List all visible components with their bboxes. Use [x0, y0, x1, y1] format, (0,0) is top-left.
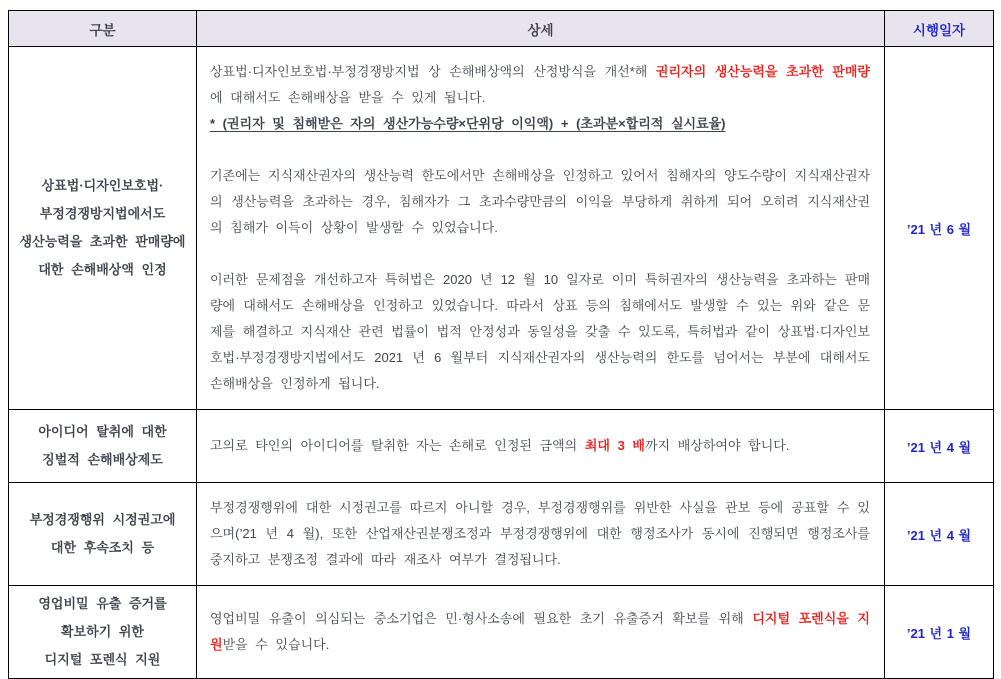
detail-paragraph [210, 606, 870, 658]
category-line: 영업비밀 유출 증거를 [38, 596, 167, 611]
table-row [9, 586, 994, 679]
highlight-red-text: 최대 3 배 [584, 438, 645, 453]
formula-line [210, 111, 870, 137]
law-changes-table [8, 10, 994, 679]
category-line: 대한 후속조치 등 [50, 540, 155, 555]
category-cell [9, 483, 197, 586]
detail-paragraph [210, 433, 870, 459]
category-cell [9, 586, 197, 679]
table-header [9, 11, 994, 47]
category-line: 부정경쟁행위 시정권고에 [29, 512, 176, 527]
category-line: 상표법·디자인보호법· [41, 178, 164, 193]
text-segment: 까지 배상하여야 합니다. [645, 438, 790, 453]
category-line: 아이디어 탈취에 대한 [38, 424, 167, 439]
table-row [9, 483, 994, 586]
detail-paragraph [210, 267, 870, 397]
highlight-red-text: 디지털 포렌식을 지원 [210, 611, 870, 652]
category-line: 대한 손해배상액 인정 [38, 262, 167, 277]
text-segment: 받을 수 있습니다. [222, 637, 330, 652]
category-cell [9, 47, 197, 410]
category-line: 생산능력을 초과한 판매량에 [19, 234, 186, 249]
detail-paragraph [210, 495, 870, 573]
table-row [9, 47, 994, 410]
col-header-effective-date: 시행일자 [885, 11, 994, 47]
category-cell [9, 410, 197, 483]
effective-date-cell: ’21 년 6 월 [885, 47, 994, 410]
formula-text: * (권리자 및 침해받은 자의 생산가능수량×단위당 이익액) + (초과분×합리적 실시료율) [210, 116, 726, 131]
effective-date-cell: ’21 년 4 월 [885, 410, 994, 483]
table-row [9, 410, 994, 483]
text-segment: 상표법·디자인보호법·부정경쟁방지법 상 손해배상액의 산정방식을 개선*해 [210, 64, 656, 79]
text-segment: 기존에는 지식재산권자의 생산능력 한도에서만 손해배상을 인정하고 있어서 침해자의 양도수량이 지식재산권자의 생산능력을 초과하는 경우, 침해자가 그 초과수량만큼의 이익을 부당하게 취하게 되어 오히려 지식재산권의 침해가 이득이 상황이 발생할 수 있었습니다. [210, 168, 870, 235]
text-segment: 고의로 타인의 아이디어를 탈취한 자는 손해로 인정된 금액의 [210, 438, 585, 453]
category-line: 디지털 포렌식 지원 [44, 652, 161, 667]
category-line: 확보하기 위한 [61, 624, 144, 639]
detail-paragraph [210, 163, 870, 241]
category-line: 징벌적 손해배상제도 [42, 452, 163, 467]
table-body [9, 47, 994, 679]
header-row [9, 11, 994, 47]
text-segment: 부정경쟁행위에 대한 시정권고를 따르지 아니할 경우, 부정경쟁행위를 위반한 사실을 관보 등에 공표할 수 있으며(’21 년 4 월), 또한 산업재산권분쟁조정과 부정경쟁행위에 대한 행정조사가 동시에 진행되면 행정조사를 중지하고 분쟁조정 결과에 따라 재조사 여부가 결정됩니다. [210, 500, 870, 567]
highlight-red-text: 권리자의 생산능력을 초과한 판매량 [655, 64, 870, 79]
text-segment: 이러한 문제점을 개선하고자 특허법은 2020 년 12 월 10 일자로 이미 특허권자의 생산능력을 초과하는 판매량에 대해서도 손해배상을 인정하고 있었습니다. 따라서 상표 등의 침해에서도 발생할 수 있는 위와 같은 문제를 해결하고 지식재산 관련 법률이 법적 안정성과 동일성을 갖출 수 있도록, 특허법과 같이 상표법·디자인보호법·부정경쟁방지법에서도 2021 년 6 월부터 지식재산권자의 생산능력의 한도를 넘어서는 부분에 대해서도 손해배상을 인정하게 됩니다. [210, 272, 870, 391]
effective-date-cell: ’21 년 1 월 [885, 586, 994, 679]
detail-cell [197, 410, 885, 483]
detail-cell [197, 47, 885, 410]
detail-paragraph [210, 59, 870, 111]
text-segment: 영업비밀 유출이 의심되는 중소기업은 민·형사소송에 필요한 초기 유출증거 확보를 위해 [210, 611, 753, 626]
text-segment: 에 대해서도 손해배상을 받을 수 있게 됩니다. [210, 90, 486, 105]
effective-date-cell: ’21 년 4 월 [885, 483, 994, 586]
col-header-detail: 상세 [197, 11, 885, 47]
detail-cell [197, 483, 885, 586]
category-line: 부정경쟁방지법에서도 [39, 206, 166, 221]
col-header-category: 구분 [9, 11, 197, 47]
detail-cell [197, 586, 885, 679]
